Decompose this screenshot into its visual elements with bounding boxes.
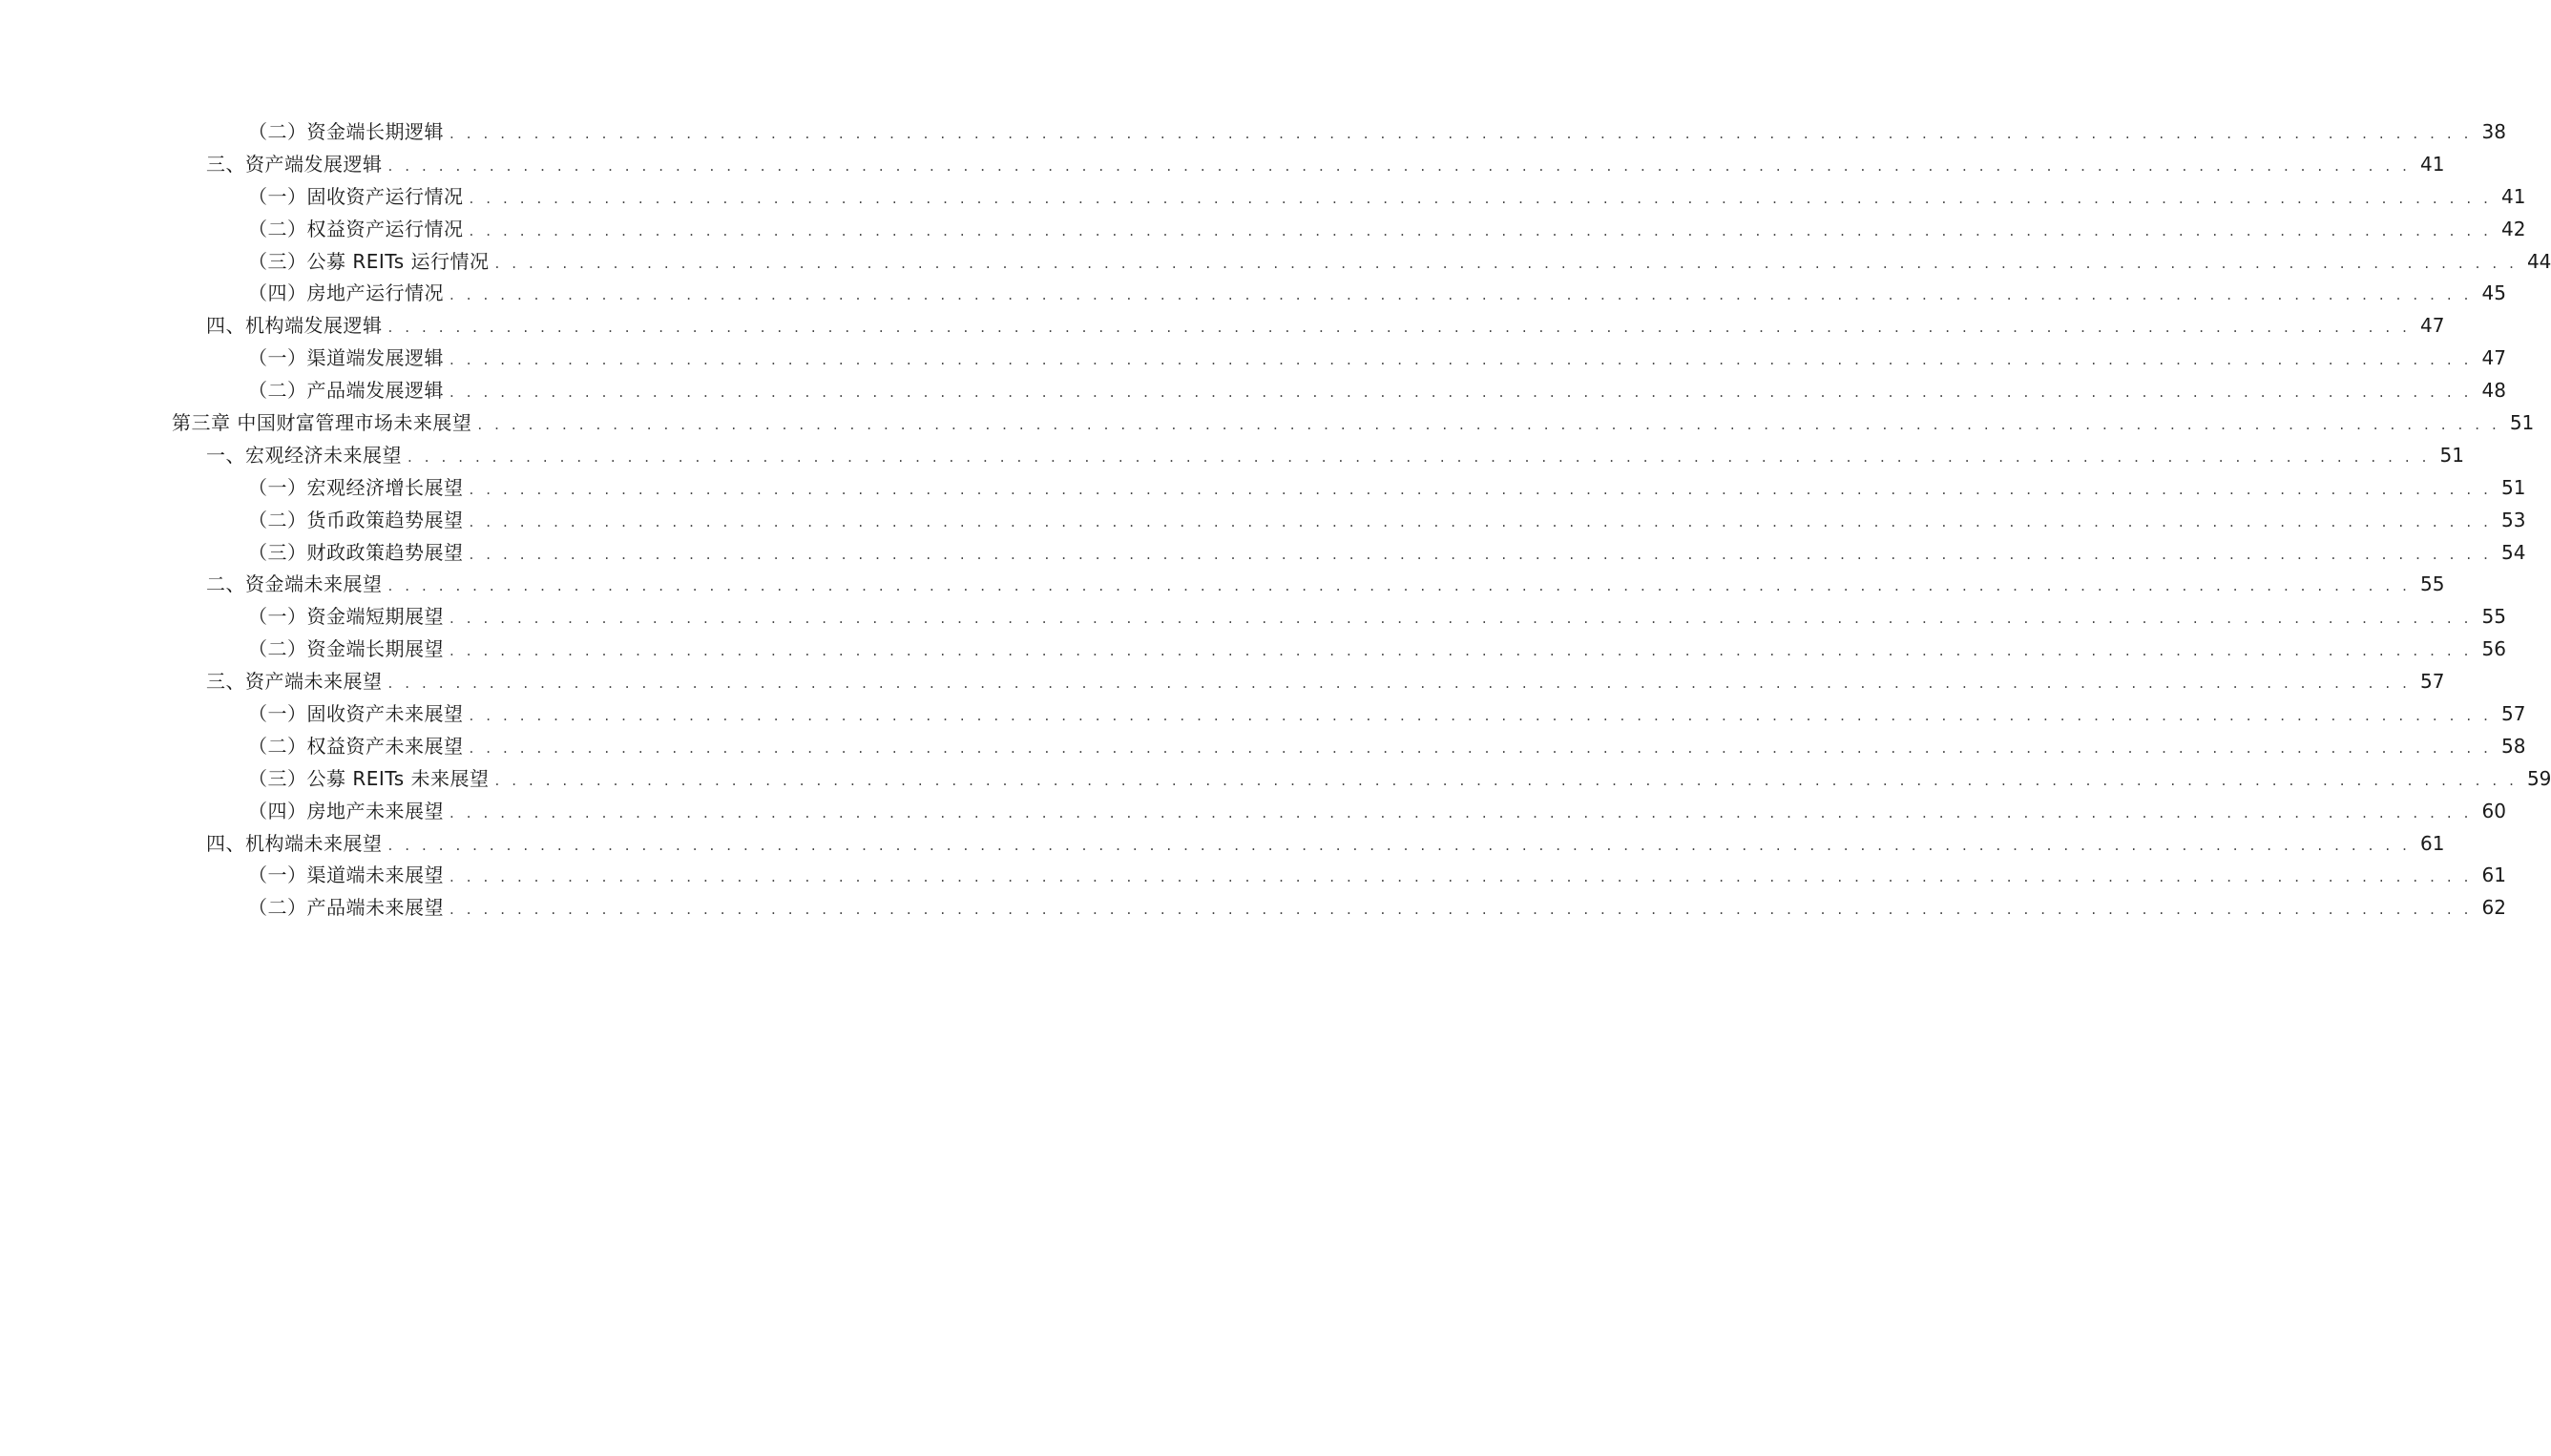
toc-entry-title: 三、资产端未来展望 <box>206 670 383 694</box>
toc-entry-title: 三、资产端发展逻辑 <box>206 152 383 176</box>
toc-entry[interactable] <box>0 375 2506 407</box>
toc-entry[interactable] <box>0 569 2445 601</box>
toc-entry[interactable] <box>0 892 2506 925</box>
toc-entry-title: 一、宏观经济未来展望 <box>206 443 402 467</box>
toc-entry-page-number: 48 <box>2481 379 2506 403</box>
toc-entry[interactable] <box>0 860 2506 892</box>
toc-dot-leader: . . . . . . . . . . . . . . . . . . . . . . . . . . . . . . . . . . . . . . . . . . . . . . . . . . . . . . . . . . . . . . . . . . . . . . . . . . . . . . . . . . . . . . . . . . . . . . . . . . . . . . . . . . . . . . . . . . . . . . . . <box>450 610 2473 628</box>
toc-entry[interactable] <box>0 537 2526 570</box>
toc-dot-leader: . . . . . . . . . . . . . . . . . . . . . . . . . . . . . . . . . . . . . . . . . . . . . . . . . . . . . . . . . . . . . . . . . . . . . . . . . . . . . . . . . . . . . . . . . . . . . . . . . . . . . . . . . . . . . . . . . . . . . . . . <box>469 545 2492 563</box>
toc-dot-leader: . . . . . . . . . . . . . . . . . . . . . . . . . . . . . . . . . . . . . . . . . . . . . . . . . . . . . . . . . . . . . . . . . . . . . . . . . . . . . . . . . . . . . . . . . . . . . . . . . . . . . . . . . . . . . . . . . . . . . . . . <box>387 319 2411 337</box>
toc-entry-page-number: 44 <box>2526 249 2551 273</box>
toc-entry[interactable] <box>0 214 2526 246</box>
toc-entry[interactable] <box>0 278 2506 310</box>
toc-entry-title: （二）权益资产未来展望 <box>248 734 464 758</box>
toc-dot-leader: . . . . . . . . . . . . . . . . . . . . . . . . . . . . . . . . . . . . . . . . . . . . . . . . . . . . . . . . . . . . . . . . . . . . . . . . . . . . . . . . . . . . . . . . . . . . . . . . . . . . . . . . . . . . . . . . . . . . . . . . <box>469 738 2492 757</box>
toc-entry-page-number: 51 <box>2500 475 2526 499</box>
toc-entry-page-number: 55 <box>2481 605 2506 629</box>
toc-entry-title: （一）渠道端未来展望 <box>248 863 444 887</box>
toc-entry-title: （二）产品端未来展望 <box>248 896 444 920</box>
toc-entry-page-number: 60 <box>2481 799 2506 822</box>
toc-dot-leader: . . . . . . . . . . . . . . . . . . . . . . . . . . . . . . . . . . . . . . . . . . . . . . . . . . . . . . . . . . . . . . . . . . . . . . . . . . . . . . . . . . . . . . . . . . . . . . . . . . . . . . . . . . . . . . . . . . . . . . . . <box>450 125 2473 142</box>
toc-dot-leader: . . . . . . . . . . . . . . . . . . . . . . . . . . . . . . . . . . . . . . . . . . . . . . . . . . . . . . . . . . . . . . . . . . . . . . . . . . . . . . . . . . . . . . . . . . . . . . . . . . . . . . . . . . . . . . . . . . . . . . . . <box>387 836 2411 854</box>
toc-dot-leader: . . . . . . . . . . . . . . . . . . . . . . . . . . . . . . . . . . . . . . . . . . . . . . . . . . . . . . . . . . . . . . . . . . . . . . . . . . . . . . . . . . . . . . . . . . . . . . . . . . . . . . . . . . . . . . . . . . . . . . . . <box>450 286 2473 304</box>
toc-dot-leader: . . . . . . . . . . . . . . . . . . . . . . . . . . . . . . . . . . . . . . . . . . . . . . . . . . . . . . . . . . . . . . . . . . . . . . . . . . . . . . . . . . . . . . . . . . . . . . . . . . . . . . . . . . . . . . . . . . . . . . . . <box>469 221 2492 239</box>
toc-entry-page-number: 51 <box>2509 411 2535 435</box>
toc-entry-page-number: 41 <box>2419 152 2445 176</box>
toc-entry-page-number: 58 <box>2500 734 2526 758</box>
toc-dot-leader: . . . . . . . . . . . . . . . . . . . . . . . . . . . . . . . . . . . . . . . . . . . . . . . . . . . . . . . . . . . . . . . . . . . . . . . . . . . . . . . . . . . . . . . . . . . . . . . . . . . . . . . . . . . . . . . . . . . . . . . . <box>450 901 2473 919</box>
toc-entry-title: 二、资金端未来展望 <box>206 572 383 596</box>
table-of-contents <box>0 116 2551 925</box>
toc-entry[interactable] <box>0 149 2445 181</box>
toc-entry-page-number: 56 <box>2481 637 2506 661</box>
toc-entry[interactable] <box>0 698 2526 731</box>
toc-dot-leader: . . . . . . . . . . . . . . . . . . . . . . . . . . . . . . . . . . . . . . . . . . . . . . . . . . . . . . . . . . . . . . . . . . . . . . . . . . . . . . . . . . . . . . . . . . . . . . . . . . . . . . . . . . . . . . . . . . . . . . . . <box>450 384 2473 402</box>
toc-entry[interactable] <box>0 343 2506 375</box>
toc-entry-title: （四）房地产未来展望 <box>248 799 444 822</box>
toc-dot-leader: . . . . . . . . . . . . . . . . . . . . . . . . . . . . . . . . . . . . . . . . . . . . . . . . . . . . . . . . . . . . . . . . . . . . . . . . . . . . . . . . . . . . . . . . . . . . . . . . . . . . . . . . . . . . . . . . . . . . . . . . <box>387 577 2411 595</box>
toc-entry[interactable] <box>0 796 2506 828</box>
toc-entry-title: 四、机构端未来展望 <box>206 831 383 855</box>
toc-entry-title: （二）资金端长期逻辑 <box>248 120 444 143</box>
toc-entry-title: （三）公募 REITs 未来展望 <box>248 766 490 790</box>
toc-entry-page-number: 51 <box>2439 443 2464 467</box>
toc-dot-leader: . . . . . . . . . . . . . . . . . . . . . . . . . . . . . . . . . . . . . . . . . . . . . . . . . . . . . . . . . . . . . . . . . . . . . . . . . . . . . . . . . . . . . . . . . . . . . . . . . . . . . . . . . . . . . . . . . . . . . . . . <box>387 675 2411 693</box>
toc-entry-title: （一）渠道端发展逻辑 <box>248 346 444 370</box>
toc-entry-title: （一）固收资产运行情况 <box>248 184 464 208</box>
toc-entry-page-number: 54 <box>2500 540 2526 564</box>
toc-entry-page-number: 55 <box>2419 572 2445 596</box>
toc-entry-page-number: 45 <box>2481 281 2506 305</box>
toc-entry-page-number: 62 <box>2481 896 2506 920</box>
toc-dot-leader: . . . . . . . . . . . . . . . . . . . . . . . . . . . . . . . . . . . . . . . . . . . . . . . . . . . . . . . . . . . . . . . . . . . . . . . . . . . . . . . . . . . . . . . . . . . . . . . . . . . . . . . . . . . . . . . . . . . . . . . . <box>469 512 2492 530</box>
toc-entry[interactable] <box>0 407 2535 440</box>
toc-entry-page-number: 59 <box>2526 766 2551 790</box>
toc-entry-page-number: 57 <box>2500 702 2526 726</box>
toc-entry-page-number: 57 <box>2419 670 2445 694</box>
toc-dot-leader: . . . . . . . . . . . . . . . . . . . . . . . . . . . . . . . . . . . . . . . . . . . . . . . . . . . . . . . . . . . . . . . . . . . . . . . . . . . . . . . . . . . . . . . . . . . . . . . . . . . . . . . . . . . . . . . . . . . . . . . . <box>408 447 2431 466</box>
toc-entry-title: （四）房地产运行情况 <box>248 281 444 305</box>
toc-entry-title: （二）权益资产运行情况 <box>248 217 464 240</box>
toc-entry-page-number: 41 <box>2500 184 2526 208</box>
toc-entry[interactable] <box>0 634 2506 666</box>
toc-dot-leader: . . . . . . . . . . . . . . . . . . . . . . . . . . . . . . . . . . . . . . . . . . . . . . . . . . . . . . . . . . . . . . . . . . . . . . . . . . . . . . . . . . . . . . . . . . . . . . . . . . . . . . . . . . . . . . . . . . . . . . . . <box>387 156 2411 175</box>
toc-entry[interactable] <box>0 472 2526 505</box>
toc-entry[interactable] <box>0 666 2445 698</box>
toc-entry-page-number: 42 <box>2500 217 2526 240</box>
toc-entry-title: （三）公募 REITs 运行情况 <box>248 249 490 273</box>
toc-entry-title: （一）固收资产未来展望 <box>248 702 464 726</box>
toc-entry[interactable] <box>0 246 2551 279</box>
toc-dot-leader: . . . . . . . . . . . . . . . . . . . . . . . . . . . . . . . . . . . . . . . . . . . . . . . . . . . . . . . . . . . . . . . . . . . . . . . . . . . . . . . . . . . . . . . . . . . . . . . . . . . . . . . . . . . . . . . . . . . . . . . . <box>469 707 2492 725</box>
toc-entry[interactable] <box>0 731 2526 763</box>
toc-entry-title: 第三章 中国财富管理市场未来展望 <box>172 411 472 435</box>
toc-dot-leader: . . . . . . . . . . . . . . . . . . . . . . . . . . . . . . . . . . . . . . . . . . . . . . . . . . . . . . . . . . . . . . . . . . . . . . . . . . . . . . . . . . . . . . . . . . . . . . . . . . . . . . . . . . . . . . . . . . . . . . . . <box>469 189 2492 207</box>
toc-entry[interactable] <box>0 601 2506 634</box>
toc-entry[interactable] <box>0 116 2506 149</box>
toc-dot-leader: . . . . . . . . . . . . . . . . . . . . . . . . . . . . . . . . . . . . . . . . . . . . . . . . . . . . . . . . . . . . . . . . . . . . . . . . . . . . . . . . . . . . . . . . . . . . . . . . . . . . . . . . . . . . . . . . . . . . . . . . <box>450 868 2473 886</box>
toc-dot-leader: . . . . . . . . . . . . . . . . . . . . . . . . . . . . . . . . . . . . . . . . . . . . . . . . . . . . . . . . . . . . . . . . . . . . . . . . . . . . . . . . . . . . . . . . . . . . . . . . . . . . . . . . . . . . . . . . . . . . . . . . <box>477 416 2500 434</box>
toc-entry-page-number: 61 <box>2481 863 2506 887</box>
toc-entry-title: （二）产品端发展逻辑 <box>248 379 444 403</box>
toc-entry[interactable] <box>0 310 2445 343</box>
toc-entry[interactable] <box>0 505 2526 537</box>
toc-entry-title: 四、机构端发展逻辑 <box>206 314 383 338</box>
toc-entry-title: （一）资金端短期展望 <box>248 605 444 629</box>
toc-dot-leader: . . . . . . . . . . . . . . . . . . . . . . . . . . . . . . . . . . . . . . . . . . . . . . . . . . . . . . . . . . . . . . . . . . . . . . . . . . . . . . . . . . . . . . . . . . . . . . . . . . . . . . . . . . . . . . . . . . . . . . . . <box>450 642 2473 660</box>
toc-entry-title: （二）资金端长期展望 <box>248 637 444 661</box>
toc-entry-title: （一）宏观经济增长展望 <box>248 475 464 499</box>
toc-entry-page-number: 61 <box>2419 831 2445 855</box>
toc-entry-page-number: 53 <box>2500 508 2526 531</box>
toc-entry[interactable] <box>0 828 2445 861</box>
toc-entry-page-number: 47 <box>2481 346 2506 370</box>
toc-entry-title: （二）货币政策趋势展望 <box>248 508 464 531</box>
toc-entry-page-number: 38 <box>2481 120 2506 143</box>
toc-entry-title: （三）财政政策趋势展望 <box>248 540 464 564</box>
toc-dot-leader: . . . . . . . . . . . . . . . . . . . . . . . . . . . . . . . . . . . . . . . . . . . . . . . . . . . . . . . . . . . . . . . . . . . . . . . . . . . . . . . . . . . . . . . . . . . . . . . . . . . . . . . . . . . . . . . . . . . . . . . . <box>469 480 2492 498</box>
toc-dot-leader: . . . . . . . . . . . . . . . . . . . . . . . . . . . . . . . . . . . . . . . . . . . . . . . . . . . . . . . . . . . . . . . . . . . . . . . . . . . . . . . . . . . . . . . . . . . . . . . . . . . . . . . . . . . . . . . . . . . . . . . . <box>494 771 2518 789</box>
toc-dot-leader: . . . . . . . . . . . . . . . . . . . . . . . . . . . . . . . . . . . . . . . . . . . . . . . . . . . . . . . . . . . . . . . . . . . . . . . . . . . . . . . . . . . . . . . . . . . . . . . . . . . . . . . . . . . . . . . . . . . . . . . . <box>450 803 2473 822</box>
toc-entry[interactable] <box>0 440 2464 472</box>
toc-entry[interactable] <box>0 763 2551 796</box>
toc-dot-leader: . . . . . . . . . . . . . . . . . . . . . . . . . . . . . . . . . . . . . . . . . . . . . . . . . . . . . . . . . . . . . . . . . . . . . . . . . . . . . . . . . . . . . . . . . . . . . . . . . . . . . . . . . . . . . . . . . . . . . . . . <box>494 254 2518 272</box>
toc-entry-page-number: 47 <box>2419 314 2445 338</box>
toc-dot-leader: . . . . . . . . . . . . . . . . . . . . . . . . . . . . . . . . . . . . . . . . . . . . . . . . . . . . . . . . . . . . . . . . . . . . . . . . . . . . . . . . . . . . . . . . . . . . . . . . . . . . . . . . . . . . . . . . . . . . . . . . <box>450 351 2473 369</box>
toc-entry[interactable] <box>0 181 2526 214</box>
